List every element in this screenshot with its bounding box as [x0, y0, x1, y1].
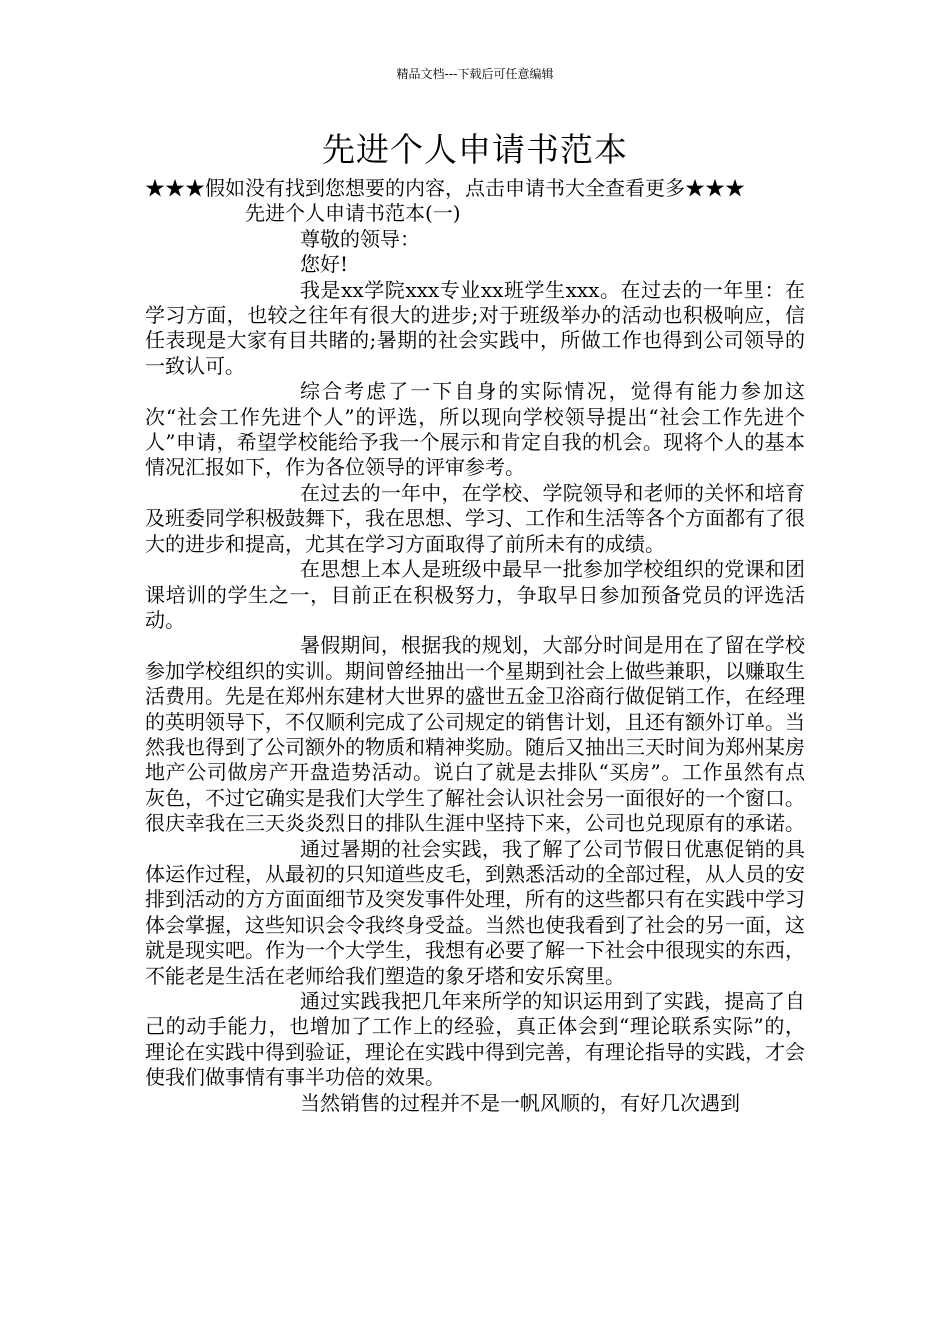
body-paragraph: 暑假期间，根据我的规划，大部分时间是用在了留在学校参加学校组织的实训。期间曾经抽出一个星期到社会上做些兼职，以赚取生活费用。先是在郑州东建材大世界的盛世五金卫浴商行做促销工作，在经理的英明领导下，不仅顺利完成了公司规定的销售计划，且还有额外订单。当然我也得到了公司额外的物质和精神奖励。随后又抽出三天时间为郑州某房地产公司做房产开盘造势活动。说白了就是去排队“买房”。工作虽然有点灰色，不过它确实是我们大学生了解社会认识社会另一面很好的一个窗口。很庆幸我在三天炎炎烈日的排队生涯中坚持下来，公司也兑现原有的承诺。: [145, 633, 805, 836]
greeting-line: 尊敬的领导：: [300, 226, 420, 251]
hello-line: 您好!: [300, 252, 349, 277]
promo-link-text[interactable]: ★★★假如没有找到您想要的内容，点击申请书大全查看更多★★★: [145, 176, 745, 200]
section-subtitle: 先进个人申请书范本(一): [245, 201, 461, 226]
body-paragraph: 综合考虑了一下自身的实际情况，觉得有能力参加这次“社会工作先进个人”的评选，所以现向学校领导提出“社会工作先进个人”申请，希望学校能给予我一个展示和肯定自我的机会。现将个人的基本情况汇报如下，作为各位领导的评审参考。: [145, 379, 805, 480]
document-title: 先进个人申请书范本: [322, 130, 628, 169]
body-paragraph: 在过去的一年中，在学校、学院领导和老师的关怀和培育及班委同学积极鼓舞下，我在思想、学习、工作和生活等各个方面都有了很大的进步和提高，尤其在学习方面取得了前所未有的成绩。: [145, 480, 805, 556]
body-paragraph: 通过暑期的社会实践，我了解了公司节假日优惠促销的具体运作过程，从最初的只知道些皮毛，到熟悉活动的全部过程，从人员的安排到活动的方方面面细节及突发事件处理，所有的这些都只有在实践中学习体会掌握，这些知识会令我终身受益。当然也使我看到了社会的另一面，这就是现实吧。作为一个大学生，我想有必要了解一下社会中很现实的东西，不能老是生活在老师给我们塑造的象牙塔和安乐窝里。: [145, 836, 805, 988]
body-paragraph: 通过实践我把几年来所学的知识运用到了实践，提高了自己的动手能力，也增加了工作上的经验，真正体会到“理论联系实际”的，理论在实践中得到验证，理论在实践中得到完善，有理论指导的实践，才会使我们做事情有事半功倍的效果。: [145, 989, 805, 1090]
body-paragraph: 当然销售的过程并不是一帆风顺的，有好几次遇到: [300, 1090, 740, 1115]
body-paragraph: 在思想上本人是班级中最早一批参加学校组织的党课和团课培训的学生之一，目前正在积极努力，争取早日参加预备党员的评选活动。: [145, 557, 805, 632]
body-paragraph: 我是xx学院xxx专业xx班学生xxx。在过去的一年里：在学习方面，也较之往年有很大的进步;对于班级举办的活动也积极响应，信任表现是大家有目共睹的;暑期的社会实践中，所做工作也得到公司领导的一致认可。: [145, 277, 805, 378]
page-header-note: 精品文档---下载后可任意编辑: [396, 67, 554, 81]
document-body: [145, 176, 805, 1116]
